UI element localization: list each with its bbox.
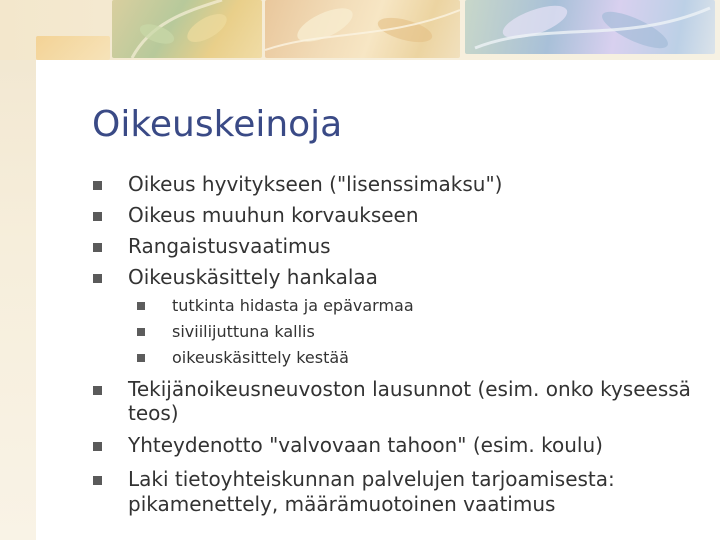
bullet-text-continuation: pikamenettely, määrämuotoinen vaatimus: [128, 492, 556, 516]
decorative-leaf-image: [465, 0, 715, 54]
bullet-text: Oikeus muuhun korvaukseen: [128, 203, 419, 227]
square-bullet-icon: [137, 328, 145, 336]
decorative-leaf-image: [112, 0, 262, 58]
bullet-text: Oikeuskäsittely hankalaa: [128, 265, 378, 289]
square-bullet-icon: [93, 181, 102, 190]
square-bullet-icon: [93, 274, 102, 283]
decorative-swatch: [36, 36, 110, 60]
square-bullet-icon: [93, 442, 102, 451]
decorative-left-band: [0, 0, 38, 540]
sub-bullet-text: siviilijuttuna kallis: [172, 322, 315, 341]
square-bullet-icon: [93, 212, 102, 221]
bullet-text: Tekijänoikeusneuvoston lausunnot (esim. onko kyseessä: [128, 377, 691, 401]
bullet-text: Yhteydenotto "valvovaan tahoon" (esim. koulu): [128, 433, 603, 457]
bullet-text: Rangaistusvaatimus: [128, 234, 331, 258]
sub-bullet-text: tutkinta hidasta ja epävarmaa: [172, 296, 414, 315]
square-bullet-icon: [137, 354, 145, 362]
sub-bullet-text: oikeuskäsittely kestää: [172, 348, 349, 367]
square-bullet-icon: [93, 476, 102, 485]
slide-title: Oikeuskeinoja: [92, 104, 343, 145]
square-bullet-icon: [93, 243, 102, 252]
decorative-leaf-image: [265, 0, 460, 58]
bullet-text-continuation: teos): [128, 401, 179, 425]
square-bullet-icon: [93, 386, 102, 395]
square-bullet-icon: [137, 302, 145, 310]
bullet-text: Laki tietoyhteiskunnan palvelujen tarjoamisesta:: [128, 467, 615, 491]
bullet-text: Oikeus hyvitykseen ("lisenssimaksu"): [128, 172, 503, 196]
